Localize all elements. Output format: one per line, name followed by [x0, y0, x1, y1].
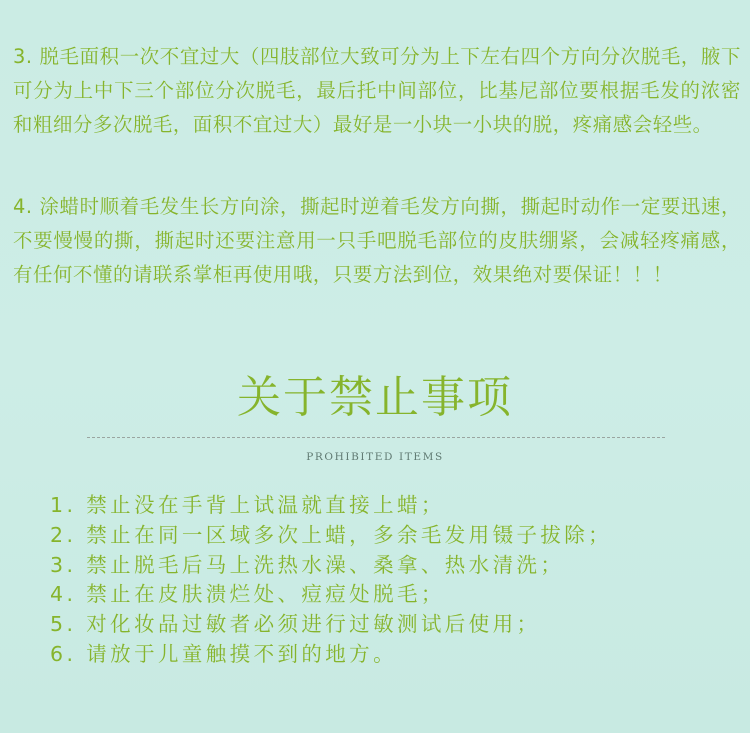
instruction-paragraph-3: 3. 脱毛面积一次不宜过大（四肢部位大致可分为上下左右四个方向分次脱毛，腋下可分为上中下三个部位分次脱毛，最后托中间部位，比基尼部位要根据毛发的浓密和粗细分多次脱毛，面积不宜过大）最好是一小块一小块的脱，疼痛感会轻些。 [13, 45, 741, 137]
instruction-paragraph-4: 4. 涂蜡时顺着毛发生长方向涂，撕起时逆着毛发方向撕，撕起时动作一定要迅速，不要慢慢的撕，撕起时还要注意用一只手吧脱毛部位的皮肤绷紧，会减轻疼痛感，有任何不懂的请联系掌柜再使用哦，只要方法到位，效果绝对要保证！！！ [13, 195, 741, 287]
prohibited-item: 2. 禁止在同一区域多次上蜡，多余毛发用镊子拔除； [50, 522, 613, 547]
prohibited-item: 1. 禁止没在手背上试温就直接上蜡； [50, 493, 445, 517]
prohibited-item: 4. 禁止在皮肤溃烂处、痘痘处脱毛； [50, 582, 445, 607]
dashed-divider [87, 437, 665, 438]
prohibited-item: 3. 禁止脱毛后马上洗热水澡、桑拿、热水清洗； [50, 552, 565, 577]
section-subtitle: PROHIBITED ITEMS [306, 451, 444, 463]
section-title: 关于禁止事项 [237, 372, 513, 423]
prohibited-item: 6. 请放于儿童触摸不到的地方。 [50, 641, 397, 666]
prohibited-item: 5. 对化妆品过敏者必须进行过敏测试后使用； [50, 612, 541, 637]
prohibited-items-list [50, 491, 730, 670]
